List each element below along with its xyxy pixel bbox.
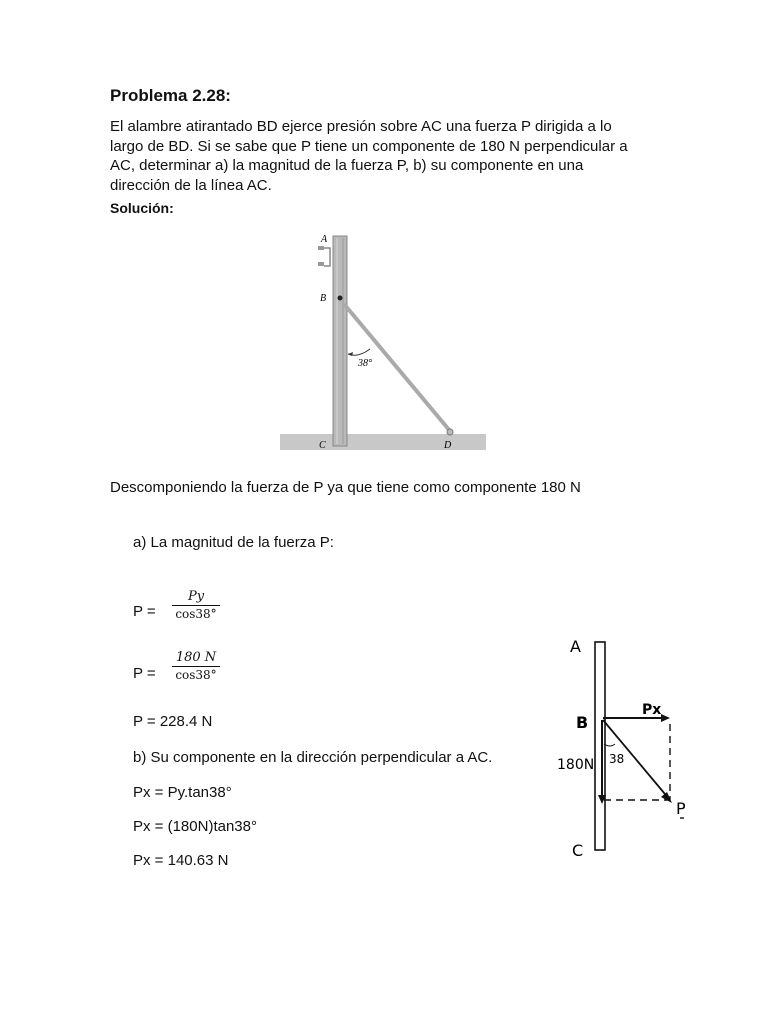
eq1-denominator: cos38° — [175, 607, 217, 621]
force-diagram — [552, 632, 702, 864]
label-a: A — [321, 234, 328, 245]
pole-outline — [595, 642, 605, 850]
pole-figure — [278, 226, 488, 452]
solution-intro: Descomponiendo la fuerza de P ya que tiene como componente 180 N — [110, 479, 581, 496]
point-b-marker — [338, 296, 343, 301]
insulator — [318, 262, 324, 266]
label-a: A — [570, 637, 581, 656]
eq2-lhs: P = — [133, 665, 156, 682]
anchor-d — [447, 429, 453, 435]
statement-line: El alambre atirantado BD ejerce presión sobre AC una fuerza P dirigida a lo — [110, 118, 612, 135]
eq2-numerator: 180 N — [175, 650, 217, 665]
eq1-numerator: Py — [187, 589, 205, 604]
solution-label: Solución: — [110, 200, 174, 216]
statement-line: largo de BD. Si se sabe que P tiene un componente de 180 N perpendicular a — [110, 137, 628, 155]
label-d: D — [444, 440, 452, 451]
statement-line: AC, determinar a) la magnitud de la fuerza P, b) su componente en una — [110, 157, 584, 174]
part-a-result: P = 228.4 N — [133, 713, 213, 730]
problem-statement — [110, 117, 670, 195]
ground — [280, 434, 486, 450]
label-c: C — [572, 841, 584, 860]
part-b-line: Px = 140.63 N — [133, 852, 229, 869]
eq1-fraction — [172, 589, 220, 621]
p-label: P — [676, 799, 686, 818]
label-c: C — [319, 440, 326, 451]
px-label: Px — [642, 702, 662, 718]
label-b: B — [320, 293, 327, 304]
part-a-heading: a) La magnitud de la fuerza P: — [133, 534, 334, 551]
eq2-denominator: cos38° — [175, 668, 217, 682]
label-b: B — [576, 713, 589, 732]
angle-label: 38 — [609, 752, 625, 766]
part-b-line: Px = (180N)tan38° — [133, 818, 257, 835]
insulator — [318, 246, 324, 250]
part-b-line: Px = Py.tan38° — [133, 784, 232, 801]
angle-label: 38° — [358, 358, 372, 369]
statement-line: dirección de la línea AC. — [110, 176, 272, 194]
pole — [333, 236, 347, 446]
problem-title: Problema 2.28: — [110, 86, 231, 105]
eq1-lhs: P = — [133, 603, 156, 620]
eq2-fraction — [172, 650, 220, 682]
part-b-heading: b) Su componente en la dirección perpendicular a AC. — [133, 749, 493, 766]
force-label: 180N — [557, 757, 595, 773]
